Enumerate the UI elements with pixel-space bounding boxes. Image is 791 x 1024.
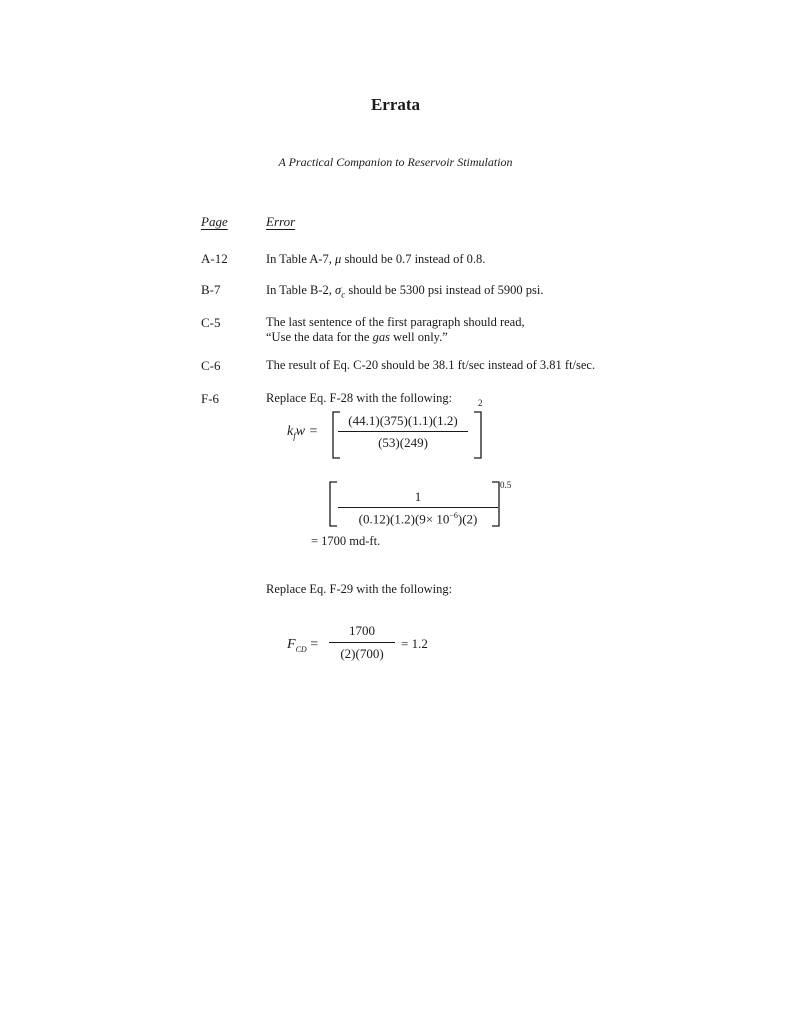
entry-text-part: should be 0.7 instead of 0.8. bbox=[341, 252, 486, 266]
fraction-3 bbox=[329, 623, 395, 662]
entry-text-part: should be 5300 psi instead of 5900 psi. bbox=[345, 283, 544, 297]
replace-instruction: Replace Eq. F-29 with the following: bbox=[266, 582, 453, 596]
entry-text-part: “Use the data for the bbox=[266, 330, 373, 344]
exponent-2: 0.5 bbox=[500, 480, 512, 490]
fraction-1 bbox=[338, 413, 468, 451]
entry-text bbox=[266, 252, 666, 267]
equation2-result: = 1.2 bbox=[401, 636, 428, 651]
entry-page: C-5 bbox=[201, 315, 221, 330]
fraction-3-numerator: 1700 bbox=[329, 623, 395, 643]
fraction-2-denominator bbox=[338, 508, 498, 527]
den-part: (0.12)(1.2)(9× 10 bbox=[358, 511, 450, 527]
eq-symbol-F: F bbox=[287, 637, 296, 652]
entry-text: The result of Eq. C-20 should be 38.1 ft/sec instead of 3.81 ft/sec. bbox=[266, 358, 596, 372]
entry-text-part: well only.” bbox=[389, 330, 448, 344]
page-title: Errata bbox=[370, 95, 421, 114]
equation-lhs bbox=[287, 424, 318, 441]
book-subtitle-text: A Practical Companion to Reservoir Stimulation bbox=[278, 155, 513, 169]
entry-page: F-6 bbox=[201, 391, 220, 406]
column-header-page: Page bbox=[201, 214, 228, 229]
entry-text bbox=[266, 315, 666, 345]
fraction-1-denominator: (53)(249) bbox=[378, 435, 428, 450]
exponent-1: 2 bbox=[478, 398, 483, 408]
den-part: )(2) bbox=[457, 511, 478, 527]
equals-sign: = bbox=[310, 637, 319, 652]
fraction-3-denominator: (2)(700) bbox=[340, 646, 384, 661]
symbol-mu: μ bbox=[335, 252, 342, 266]
entry-page: A-12 bbox=[201, 251, 228, 266]
entry-page: C-6 bbox=[201, 358, 221, 373]
entry-page: B-7 bbox=[201, 282, 221, 297]
fraction-2-numerator: 1 bbox=[338, 489, 498, 508]
eq-symbol-w: w = bbox=[295, 424, 319, 439]
entry-text-line: The last sentence of the first paragraph should read, bbox=[266, 315, 525, 329]
eq2-subscript: CD bbox=[295, 644, 307, 654]
column-header-error: Error bbox=[266, 214, 296, 229]
symbol-sigma: σ bbox=[335, 283, 342, 297]
eq-symbol-k: k bbox=[287, 424, 294, 439]
fraction-2 bbox=[338, 489, 498, 527]
entry-text-italic: gas bbox=[372, 330, 390, 344]
equation2-lhs bbox=[287, 637, 318, 654]
entry-text-part: In Table B-2, bbox=[266, 283, 336, 297]
entry-text bbox=[266, 283, 666, 303]
right-bracket-1 bbox=[470, 406, 490, 466]
symbol-subscript: c bbox=[341, 289, 346, 300]
entry-text-line bbox=[266, 330, 666, 345]
entry-text: Replace Eq. F-28 with the following: bbox=[266, 391, 453, 405]
den-exponent: −6 bbox=[449, 511, 458, 520]
equation-result: = 1700 md-ft. bbox=[311, 534, 381, 548]
book-subtitle bbox=[0, 155, 791, 170]
fraction-1-numerator: (44.1)(375)(1.1)(1.2) bbox=[338, 413, 468, 432]
eq-subscript: f bbox=[293, 430, 296, 441]
entry-text-part: In Table A-7, bbox=[266, 252, 336, 266]
